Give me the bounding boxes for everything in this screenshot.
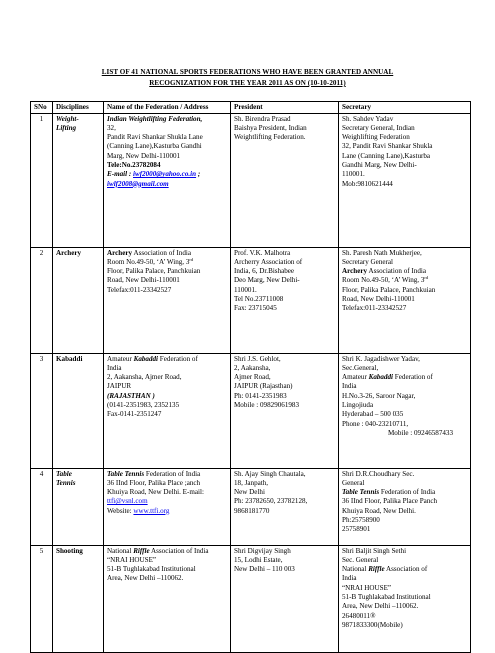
header-federation: Name of the Federation / Address bbox=[104, 102, 231, 114]
federation-name: Indian Weightlifting Federation, bbox=[107, 114, 203, 123]
row-discipline: Table Tennis bbox=[53, 468, 104, 545]
table-header-row bbox=[31, 102, 471, 114]
row-secretary: Shri D.R.Choudhary Sec. General Table Tennis Federation of India 36 IInd Floor, Palika Place Panch Khuiya Road, New Delhi. Ph:25758900 25758901 bbox=[339, 468, 471, 545]
row-secretary: Sh. Paresh Nath Mukherjee, Secretary General Archery Association of India Room No.49-50, ‘A’ Wing, 3rd Floor, Palika Palace, Panchkuian Road, New Delhi-110001 Telefax:011-23342527 bbox=[339, 247, 471, 353]
row-secretary: Shri K. Jagadishwer Yadav, Sec.General, Amateur Kabaddi Federation of India H.No.3-26, Saroor Nagar, Lingojiuda Hyderabad – 500 035 Phone : 040-23210711, Mobile : 09246587433 bbox=[339, 353, 471, 468]
row-president: Shri Digvijay Singh 15, Lodhi Estate, New Delhi – 110 003 bbox=[231, 545, 339, 652]
row-federation: Indian Weightlifting Federation, 32, Pandit Ravi Shankar Shukla Lane (Canning Lane),Kasturba Gandhi Marg, New Delhi-110001 Tele:No.23782084 E-mail : iwf2000@yahoo.co.in ; iwlf2008@gmail.com bbox=[104, 113, 231, 247]
header-discipline: Disciplines bbox=[53, 102, 104, 114]
header-secretary: Secretary bbox=[339, 102, 471, 114]
table-row bbox=[31, 468, 471, 545]
row-president: Prof. V.K. Malhotra Archerry Association of India, 6, Dr.Bishabee Deo Marg, New Delhi- 110001. Tel No.23711008 Fax: 23715045 bbox=[231, 247, 339, 353]
title-line-2: RECOGNIZATION FOR THE YEAR 2011 AS ON (10-10-2011) bbox=[149, 79, 346, 87]
federation-phone: Tele:No.23782084 bbox=[107, 160, 161, 169]
row-sno: 4 bbox=[31, 468, 53, 545]
row-secretary: Shri Baljit Singh Sethi Sec. General National Riffle Association of India “NRAI HOUSE” 51-B Tughlakabad Institutional Area, New Delhi –110062. 26480011® 9871833300(Mobile) bbox=[339, 545, 471, 652]
website-link[interactable]: www.ttfi.org bbox=[133, 506, 170, 515]
email-link[interactable]: ttfi@vsnl.com bbox=[107, 497, 148, 506]
row-discipline: Archery bbox=[53, 247, 104, 353]
row-federation: Amateur Kabaddi Federation of India 2, Aakansha, Ajmer Road, JAIPUR (RAJASTHAN ) (0141-2351983, 2352135 Fax-0141-2351247 bbox=[104, 353, 231, 468]
row-federation: Table Tennis Federation of India 36 IInd Floor, Palika Place ;anch Khuiya Road, New Delhi. E-mail: ttfi@vsnl.com Website: www.ttfi.org bbox=[104, 468, 231, 545]
email-link[interactable]: iwf2000@yahoo.co.in bbox=[133, 170, 197, 179]
row-sno: 1 bbox=[31, 113, 53, 247]
document-title bbox=[40, 67, 455, 89]
header-sno: SNo bbox=[31, 102, 53, 114]
row-secretary: Sh. Sahdev Yadav Secretary General, Indian Weighlifting Federation 32, Pandit Ravi Shankar Shukla Lane (Canning Lane),Kasturba Gandhi Marg, New Delhi- 110001. Mob:9810621444 bbox=[339, 113, 471, 247]
row-federation: National Riffle Association of India “NRAI HOUSE” 51-B Tughlakabad Institutional Area, New Delhi –110062. bbox=[104, 545, 231, 652]
row-president: Sh. Birendra Prasad Baishya President, Indian Weightlifting Federation. bbox=[231, 113, 339, 247]
title-line-1: LIST OF 41 NATIONAL SPORTS FEDERATIONS WHO HAVE BEEN GRANTED ANNUAL bbox=[101, 68, 394, 76]
table-row bbox=[31, 545, 471, 652]
row-president: Sh. Ajay Singh Chautala, 18, Janpath, New Delhi Ph: 23782650, 23782128, 9868181770 bbox=[231, 468, 339, 545]
row-discipline: Kabaddi bbox=[53, 353, 104, 468]
row-discipline: Weight- Lifting bbox=[53, 113, 104, 247]
federations-table bbox=[30, 101, 471, 653]
table-row bbox=[31, 247, 471, 353]
row-sno: 3 bbox=[31, 353, 53, 468]
row-sno: 5 bbox=[31, 545, 53, 652]
row-federation: Archery Association of India Room No.49-50, ‘A’ Wing, 3rd Floor, Palika Palace, Panchkuian Road, New Delhi-110001 Telefax:011-23342527 bbox=[104, 247, 231, 353]
table-row bbox=[31, 113, 471, 247]
email-link[interactable]: iwlf2008@gmail.com bbox=[107, 179, 169, 188]
header-president: President bbox=[231, 102, 339, 114]
table-row bbox=[31, 353, 471, 468]
row-president: Shri J.S. Gehlot, 2, Aakansha, Ajmer Road, JAIPUR (Rajasthan) Ph: 0141-2351983 Mobile : 09829061983 bbox=[231, 353, 339, 468]
row-sno: 2 bbox=[31, 247, 53, 353]
row-discipline: Shooting bbox=[53, 545, 104, 652]
